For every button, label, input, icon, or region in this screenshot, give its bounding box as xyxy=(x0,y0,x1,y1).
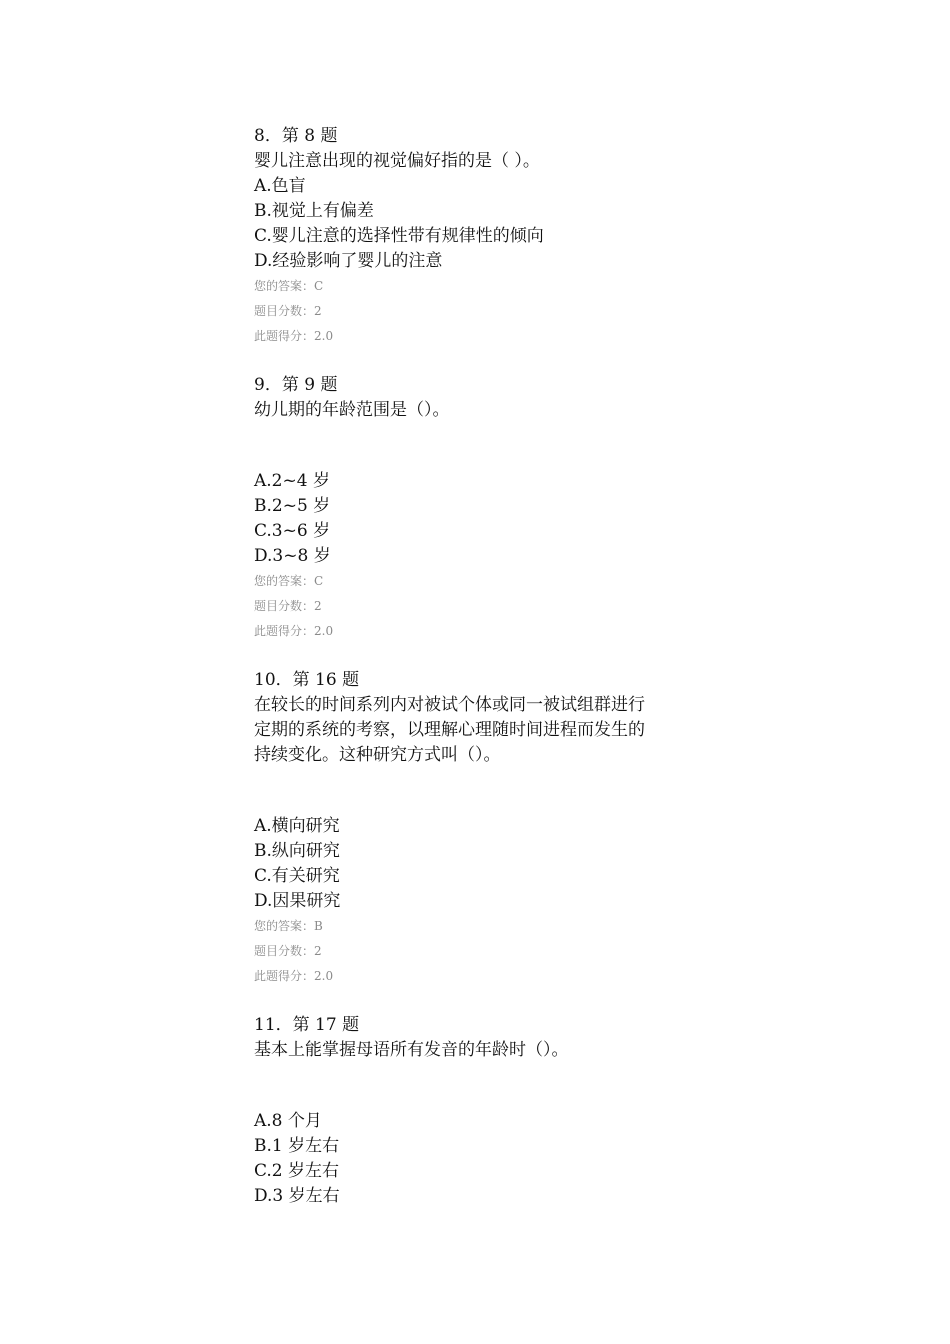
option-b: B.视觉上有偏差 xyxy=(254,201,374,221)
earned-score: 此题得分：2.0 xyxy=(254,329,334,343)
option-c: C.有关研究 xyxy=(254,866,340,886)
earned-score: 此题得分：2.0 xyxy=(254,624,334,638)
exam-page xyxy=(254,124,714,1209)
question-header: 8．第 8 题 xyxy=(254,126,338,146)
option-d: D.因果研究 xyxy=(254,891,341,911)
question-stem: 婴儿注意出现的视觉偏好指的是（ ）。 xyxy=(254,151,540,171)
question-header: 10．第 16 题 xyxy=(254,670,360,690)
question-header: 9．第 9 题 xyxy=(254,375,338,395)
option-d: D.经验影响了婴儿的注意 xyxy=(254,251,443,271)
spacer xyxy=(254,644,714,668)
your-answer: 您的答案：C xyxy=(254,574,324,588)
question-score: 题目分数：2 xyxy=(254,944,322,958)
option-a: A.2~4 岁 xyxy=(254,471,330,491)
spacer xyxy=(254,349,714,373)
option-a: A.横向研究 xyxy=(254,816,340,836)
spacer xyxy=(254,768,714,814)
question-stem-line-3: 持续变化。这种研究方式叫（）。 xyxy=(254,745,501,765)
question-score: 题目分数：2 xyxy=(254,304,322,318)
option-a: A.8 个月 xyxy=(254,1111,322,1131)
spacer xyxy=(254,989,714,1013)
question-9 xyxy=(254,373,714,668)
option-b: B.1 岁左右 xyxy=(254,1136,340,1156)
spacer xyxy=(254,423,714,469)
question-stem-line-1: 在较长的时间系列内对被试个体或同一被试组群进行 xyxy=(254,695,645,715)
option-c: C.3~6 岁 xyxy=(254,521,331,541)
option-c: C.婴儿注意的选择性带有规律性的倾向 xyxy=(254,226,544,246)
question-11 xyxy=(254,1013,714,1209)
earned-score: 此题得分：2.0 xyxy=(254,969,334,983)
question-8 xyxy=(254,124,714,373)
option-d: D.3 岁左右 xyxy=(254,1186,340,1206)
option-b: B.2~5 岁 xyxy=(254,496,331,516)
option-a: A.色盲 xyxy=(254,176,306,196)
option-b: B.纵向研究 xyxy=(254,841,340,861)
your-answer: 您的答案：B xyxy=(254,919,323,933)
question-score: 题目分数：2 xyxy=(254,599,322,613)
spacer xyxy=(254,1063,714,1109)
question-stem: 幼儿期的年龄范围是（）。 xyxy=(254,400,450,420)
option-c: C.2 岁左右 xyxy=(254,1161,340,1181)
option-d: D.3~8 岁 xyxy=(254,546,331,566)
your-answer: 您的答案：C xyxy=(254,279,324,293)
question-stem-line-2: 定期的系统的考察，以理解心理随时间进程而发生的 xyxy=(254,720,645,740)
question-header: 11．第 17 题 xyxy=(254,1015,360,1035)
question-stem: 基本上能掌握母语所有发音的年龄时（）。 xyxy=(254,1040,569,1060)
question-10 xyxy=(254,668,714,1013)
